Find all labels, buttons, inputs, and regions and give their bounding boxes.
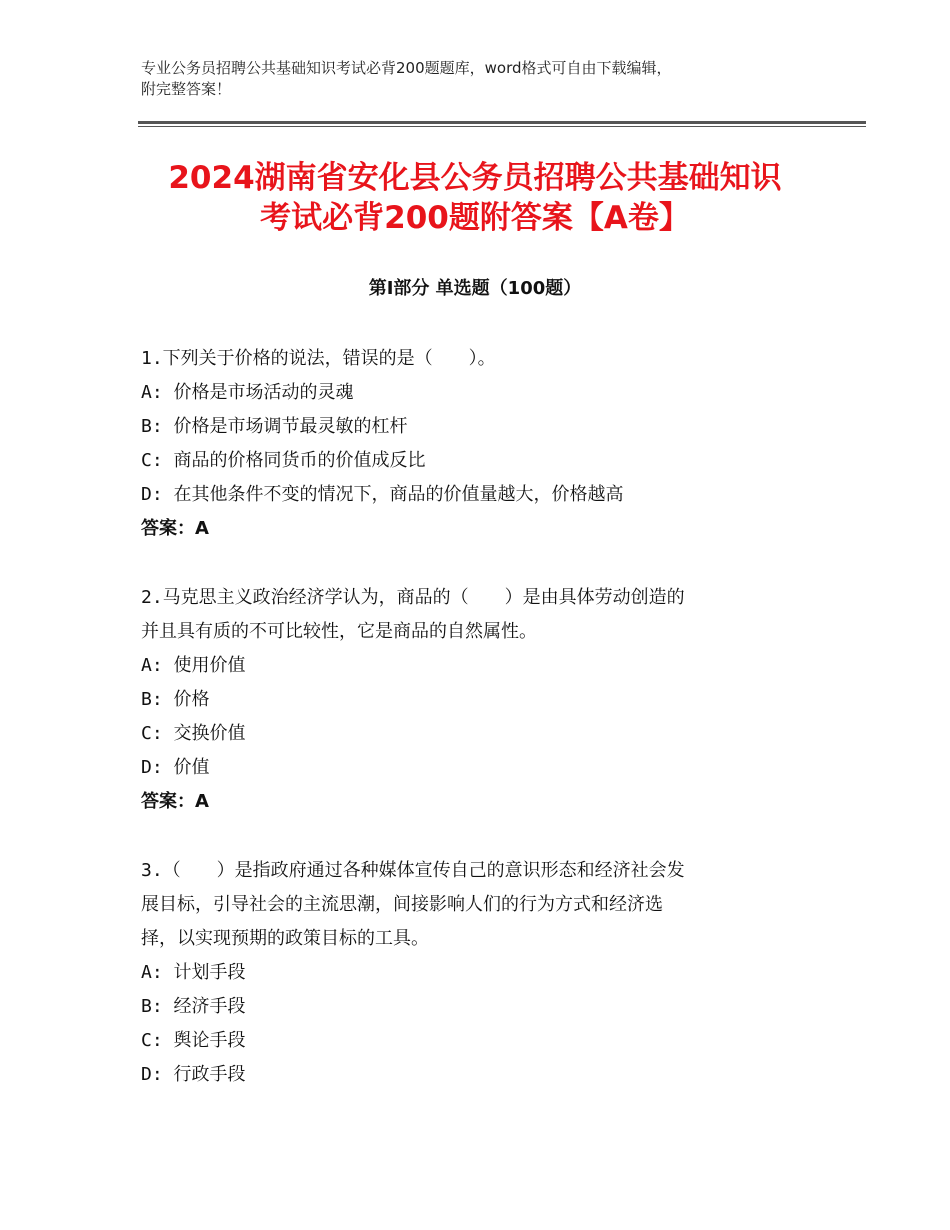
option-a: A: 使用价值 [141,655,246,676]
question-list [141,342,821,1127]
question-stem-line: 2.马克思主义政治经济学认为，商品的（ ）是由具体劳动创造的 [141,587,685,608]
answer: 答案：A [141,518,209,539]
question-1 [141,342,821,546]
option-c: C: 商品的价格同货币的价值成反比 [141,450,426,471]
question-2 [141,581,821,819]
option-d: D: 价值 [141,757,210,778]
question-stem-line: 1.下列关于价格的说法，错误的是（ ）。 [141,348,496,369]
option-d: D: 在其他条件不变的情况下，商品的价值量越大，价格越高 [141,484,624,505]
option-b: B: 价格 [141,689,210,710]
option-a: A: 价格是市场活动的灵魂 [141,382,354,403]
question-3 [141,854,821,1092]
document-title-line-2: 考试必背200题附答案【A卷】 [260,200,690,236]
document-title [100,158,850,238]
question-stem-line: 并且具有质的不可比较性，它是商品的自然属性。 [141,621,537,642]
answer: 答案：A [141,791,209,812]
option-c: C: 舆论手段 [141,1030,246,1051]
option-b: B: 经济手段 [141,996,246,1017]
question-stem-line: 展目标，引导社会的主流思潮，间接影响人们的行为方式和经济选 [141,894,663,915]
section-heading: 第Ⅰ部分 单选题（100题） [368,278,582,299]
option-a: A: 计划手段 [141,962,246,983]
header-divider-thick [138,121,866,124]
document-title-line-1: 2024湖南省安化县公务员招聘公共基础知识 [168,160,782,196]
question-stem-line: 择，以实现预期的政策目标的工具。 [141,928,429,949]
question-stem-line: 3.（ ）是指政府通过各种媒体宣传自己的意识形态和经济社会发 [141,860,685,881]
header-note [141,58,821,100]
option-c: C: 交换价值 [141,723,246,744]
header-divider-thin [138,126,866,127]
option-b: B: 价格是市场调节最灵敏的杠杆 [141,416,408,437]
header-note-line-2: 附完整答案！ [141,80,232,98]
option-d: D: 行政手段 [141,1064,246,1085]
header-note-line-1: 专业公务员招聘公共基础知识考试必背200题题库，word格式可自由下载编辑， [141,59,672,77]
